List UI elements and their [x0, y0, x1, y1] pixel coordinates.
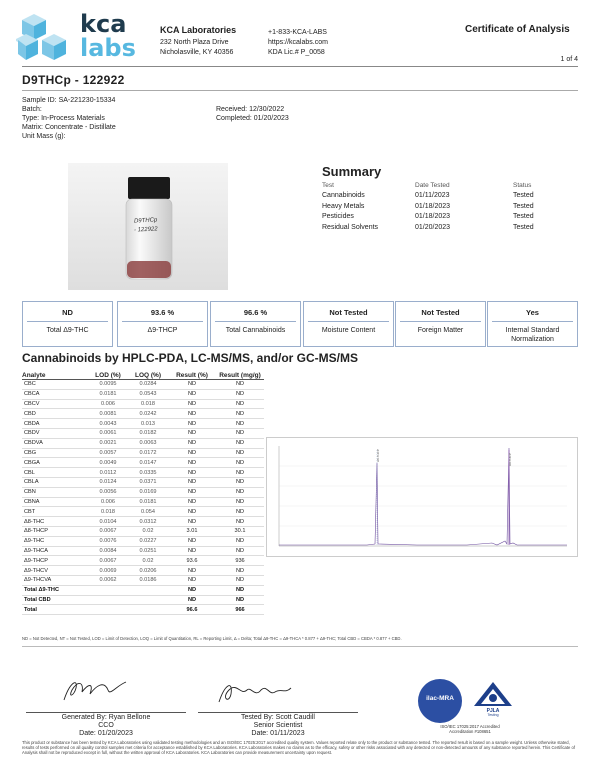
summary-status: Tested: [513, 202, 534, 210]
cell-result-mg: ND: [216, 517, 264, 527]
lab-address-2: Nicholasville, KY 40356: [160, 49, 234, 56]
cell-total-result-mg: ND: [216, 585, 264, 595]
cell-result-mg: 30.1: [216, 526, 264, 536]
summary-status: Tested: [513, 213, 534, 221]
lab-license: KDA Lic.# P_0058: [268, 49, 325, 56]
cell-analyte: Δ9-THCVA: [22, 575, 88, 585]
cell-lod: 0.0067: [88, 526, 128, 536]
result-box-value: 96.6 %: [243, 308, 268, 317]
cell-analyte: Δ9-THCA: [22, 546, 88, 556]
col-result-pct: Result (%): [176, 372, 208, 379]
table-row: [22, 419, 264, 429]
cell-result-pct: ND: [168, 389, 216, 399]
cell-lod: 0.0104: [88, 517, 128, 527]
completed-date: Completed: 01/20/2023: [216, 115, 289, 122]
cell-result-mg: ND: [216, 419, 264, 429]
total-row: [22, 585, 264, 595]
generated-by: Generated By: Ryan Bellone: [61, 714, 151, 721]
cell-loq: 0.0242: [128, 409, 168, 419]
cell-result-pct: ND: [168, 409, 216, 419]
table-row: [22, 536, 264, 546]
table-row: [22, 448, 264, 458]
received-date: Received: 12/30/2022: [216, 106, 285, 113]
cell-analyte: CBN: [22, 487, 88, 497]
cell-lod: 0.0043: [88, 419, 128, 429]
ilac-text: ilac-MRA: [426, 695, 454, 702]
cell-result-pct: ND: [168, 468, 216, 478]
result-box-value: ND: [62, 308, 73, 317]
cell-analyte: Δ9-THCV: [22, 566, 88, 576]
disclaimer: This product or substance has been tested by KCA Laboratories using validated testing methodologies and an ISO/IEC 17025:2017 accredited quality system. Values reported relate only to the product or substance tested. The reported result is based on a sample weight. Unless otherwise stated, results of tests performed on all quality control samples met criteria for acceptance established by KCA Laboratories. KCA Laboratories makes no claims as to the efficacy, safety or other risks associated with any detected or non-detected amounts of any substance reported herein. This Certificate of Analysis shall not be reproduced except in full, without the written approval of KCA Laboratories. KCA Laboratories can provide measurement uncertainty upon request.: [22, 740, 576, 755]
cell-analyte: CBT: [22, 507, 88, 517]
cannabinoids-header-row: [22, 372, 264, 380]
cell-result-mg: 936: [216, 556, 264, 566]
chroma-label-d8: Δ8-THCP: [376, 449, 380, 462]
table-row: [22, 526, 264, 536]
chromatogram-plot: [267, 438, 577, 556]
cell-result-pct: ND: [168, 546, 216, 556]
col-result-mg: Result (mg/g): [219, 372, 261, 379]
result-box: [117, 301, 208, 347]
cell-loq: 0.0169: [128, 487, 168, 497]
cell-blank: [88, 585, 128, 595]
cell-result-mg: ND: [216, 566, 264, 576]
result-box-label: Internal Standard Normalization: [505, 327, 560, 343]
summary-row: [322, 222, 563, 233]
cell-result-pct: ND: [168, 487, 216, 497]
cell-result-pct: ND: [168, 477, 216, 487]
result-box-label: Δ9-THCP: [147, 327, 178, 334]
cell-result-pct: ND: [168, 566, 216, 576]
cell-analyte: CBG: [22, 448, 88, 458]
total-row: [22, 595, 264, 605]
cell-result-mg: ND: [216, 428, 264, 438]
result-box: [210, 301, 301, 347]
cell-loq: 0.0371: [128, 477, 168, 487]
total-row: [22, 605, 264, 615]
cell-analyte: CBD: [22, 409, 88, 419]
table-row: [22, 468, 264, 478]
col-loq: LOQ (%): [135, 372, 161, 379]
cell-lod: 0.0021: [88, 438, 128, 448]
cell-analyte: Δ8-THC: [22, 517, 88, 527]
logo-kca: kca: [80, 10, 127, 38]
sample-batch: Batch:: [22, 106, 42, 113]
summary-col-date: Date Tested: [415, 181, 450, 189]
cannabinoids-table: [22, 372, 264, 615]
result-box-value: 93.6 %: [150, 308, 175, 317]
result-box-label: Moisture Content: [321, 327, 376, 334]
cell-total-result-pct: ND: [168, 595, 216, 605]
cell-result-mg: ND: [216, 536, 264, 546]
cell-lod: 0.006: [88, 399, 128, 409]
cell-loq: 0.0172: [128, 448, 168, 458]
vial-label-2: - 122922: [133, 226, 158, 234]
sample-title: D9THCp - 122922: [22, 73, 125, 87]
table-row: [22, 477, 264, 487]
cell-loq: 0.0063: [128, 438, 168, 448]
cell-lod: 0.0056: [88, 487, 128, 497]
cell-result-pct: ND: [168, 399, 216, 409]
cell-loq: 0.0181: [128, 497, 168, 507]
cell-lod: 0.0067: [88, 556, 128, 566]
cell-loq: 0.02: [128, 526, 168, 536]
cell-loq: 0.0312: [128, 517, 168, 527]
cell-blank: [128, 595, 168, 605]
cell-result-pct: 3.01: [168, 526, 216, 536]
table-row: [22, 556, 264, 566]
result-box-label: Total Δ9-THC: [46, 327, 89, 334]
cell-loq: 0.02: [128, 556, 168, 566]
cell-result-pct: ND: [168, 458, 216, 468]
tested-by: Tested By: Scott Caudill: [241, 714, 315, 721]
cell-analyte: CBGA: [22, 458, 88, 468]
sample-photo: [68, 163, 228, 290]
summary-col-status: Status: [513, 181, 532, 189]
pjla-text: PJLA: [486, 708, 500, 714]
cell-total-label: Total CBD: [22, 595, 88, 605]
doc-title: Certificate of Analysis: [465, 24, 570, 35]
cell-result-mg: ND: [216, 487, 264, 497]
generated-role: CCO: [98, 722, 114, 729]
cell-result-pct: ND: [168, 380, 216, 390]
table-row: [22, 507, 264, 517]
cell-result-mg: ND: [216, 507, 264, 517]
table-row: [22, 458, 264, 468]
table-row: [22, 428, 264, 438]
cell-lod: 0.0095: [88, 380, 128, 390]
cell-analyte: CBCA: [22, 389, 88, 399]
cell-blank: [128, 585, 168, 595]
summary-test: Cannabinoids: [322, 192, 365, 200]
cell-analyte: Δ9-THCP: [22, 556, 88, 566]
legend-note: ND = Not Detected, NT = Not Tested, LOD = Limit of Detection, LOQ = Limit of Quantitation, RL = Reporting Limit, Δ = Delta; Total Δ9-THC = Δ9-THCA * 0.877 + Δ9-THC; Total CBD = CBDA * 0.877 + CBD.: [22, 636, 402, 641]
table-row: [22, 438, 264, 448]
cell-analyte: CBC: [22, 380, 88, 390]
cell-analyte: CBDA: [22, 419, 88, 429]
cell-loq: 0.0147: [128, 458, 168, 468]
table-row: [22, 380, 264, 390]
company-logo: [16, 12, 146, 64]
cell-analyte: CBLA: [22, 477, 88, 487]
summary-test: Residual Solvents: [322, 223, 379, 231]
cell-lod: 0.0084: [88, 546, 128, 556]
summary-col-test: Test: [322, 181, 334, 189]
cell-blank: [88, 595, 128, 605]
summary-row: [322, 212, 563, 223]
generated-date: Date: 01/20/2023: [79, 730, 133, 737]
col-lod: LOD (%): [95, 372, 121, 379]
cell-lod: 0.0081: [88, 409, 128, 419]
col-analyte: Analyte: [22, 372, 46, 379]
sample-divider: [22, 90, 578, 91]
cell-result-mg: ND: [216, 575, 264, 585]
cell-result-pct: ND: [168, 497, 216, 507]
cell-result-mg: ND: [216, 458, 264, 468]
result-box: [395, 301, 486, 347]
cell-analyte: CBL: [22, 468, 88, 478]
summary-row: [322, 201, 563, 212]
cell-analyte: CBNA: [22, 497, 88, 507]
cell-result-mg: ND: [216, 477, 264, 487]
cell-result-mg: ND: [216, 438, 264, 448]
cell-result-pct: ND: [168, 517, 216, 527]
summary-date: 01/11/2023: [415, 192, 450, 200]
cell-lod: 0.0076: [88, 536, 128, 546]
cell-result-pct: ND: [168, 448, 216, 458]
sample-id: Sample ID: SA-221230-15334: [22, 97, 116, 104]
tested-date: Date: 01/11/2023: [251, 730, 305, 737]
cell-loq: 0.0335: [128, 468, 168, 478]
summary-test: Heavy Metals: [322, 202, 365, 210]
cell-lod: 0.0181: [88, 389, 128, 399]
cell-total-result-mg: 966: [216, 605, 264, 615]
chromatogram: [266, 437, 578, 557]
cell-blank: [88, 605, 128, 615]
cell-result-mg: ND: [216, 468, 264, 478]
page-number: 1 of 4: [560, 56, 578, 63]
table-row: [22, 566, 264, 576]
cell-analyte: CBDVA: [22, 438, 88, 448]
summary-row: [322, 191, 563, 202]
cell-lod: 0.0069: [88, 566, 128, 576]
summary-test: Pesticides: [322, 213, 354, 221]
cell-loq: 0.013: [128, 419, 168, 429]
cell-lod: 0.0057: [88, 448, 128, 458]
chroma-trace: [279, 448, 567, 545]
table-row: [22, 497, 264, 507]
lab-address-1: 232 North Plaza Drive: [160, 39, 229, 46]
signature-caudill: [215, 676, 295, 710]
cell-analyte: CBDV: [22, 428, 88, 438]
lab-website[interactable]: https://kcalabs.com: [268, 39, 328, 46]
logo-cubes-icon: [16, 12, 76, 64]
notes-divider: [22, 646, 578, 647]
table-row: [22, 517, 264, 527]
summary-status: Tested: [513, 192, 534, 200]
cell-loq: 0.054: [128, 507, 168, 517]
cell-analyte: Δ8-THCP: [22, 526, 88, 536]
vial-label-1: D9THCp: [133, 217, 158, 225]
table-row: [22, 575, 264, 585]
cell-result-mg: ND: [216, 409, 264, 419]
pjla-logo-icon: [472, 680, 514, 708]
summary-header-row: [322, 180, 563, 191]
result-box-value: Yes: [526, 308, 539, 317]
cell-result-pct: ND: [168, 428, 216, 438]
table-row: [22, 389, 264, 399]
sample-unit-mass: Unit Mass (g):: [22, 133, 66, 140]
tested-role: Senior Scientist: [253, 722, 303, 729]
cell-total-label: Total Δ9-THC: [22, 585, 88, 595]
result-box: [22, 301, 113, 347]
ilac-logo: [418, 679, 462, 723]
result-box-value: Not Tested: [421, 308, 460, 317]
cell-loq: 0.0543: [128, 389, 168, 399]
summary-date: 01/20/2023: [415, 223, 451, 231]
cell-loq: 0.0182: [128, 428, 168, 438]
cell-lod: 0.006: [88, 497, 128, 507]
lab-name: KCA Laboratories: [160, 25, 237, 35]
logo-labs: labs: [80, 34, 136, 62]
cell-result-pct: ND: [168, 438, 216, 448]
result-box-label: Foreign Matter: [417, 327, 464, 334]
cell-loq: 0.0227: [128, 536, 168, 546]
header-divider: [22, 66, 578, 67]
iso-accreditation: ISO/IEC 17025:2017 Accredited: [440, 724, 500, 729]
result-box: [303, 301, 394, 347]
cell-result-pct: 93.6: [168, 556, 216, 566]
cell-lod: 0.0124: [88, 477, 128, 487]
result-box-value: Not Tested: [329, 308, 368, 317]
cell-lod: 0.0112: [88, 468, 128, 478]
cell-total-label: Total: [22, 605, 88, 615]
cell-result-pct: ND: [168, 419, 216, 429]
cell-lod: 0.0061: [88, 428, 128, 438]
cell-result-pct: ND: [168, 507, 216, 517]
cell-result-mg: ND: [216, 448, 264, 458]
cell-total-result-pct: ND: [168, 585, 216, 595]
table-row: [22, 399, 264, 409]
result-box: [487, 301, 578, 347]
cell-loq: 0.0251: [128, 546, 168, 556]
cell-total-result-mg: ND: [216, 595, 264, 605]
accreditation-number: Accreditation #108651: [449, 729, 491, 734]
summary-title: Summary: [322, 164, 382, 179]
cell-result-mg: ND: [216, 389, 264, 399]
cell-total-result-pct: 96.6: [168, 605, 216, 615]
table-row: [22, 487, 264, 497]
table-row: [22, 409, 264, 419]
sample-matrix: Matrix: Concentrate - Distillate: [22, 124, 116, 131]
cell-analyte: Δ9-THC: [22, 536, 88, 546]
cell-lod: 0.0062: [88, 575, 128, 585]
cell-loq: 0.0206: [128, 566, 168, 576]
cell-lod: 0.0049: [88, 458, 128, 468]
result-box-label: Total Cannabinoids: [225, 327, 286, 334]
cell-result-pct: ND: [168, 536, 216, 546]
cell-result-mg: ND: [216, 546, 264, 556]
summary-date: 01/18/2023: [415, 202, 451, 210]
cell-loq: 0.0186: [128, 575, 168, 585]
summary-table: [322, 180, 563, 233]
cell-result-mg: ND: [216, 399, 264, 409]
cannabinoids-title: Cannabinoids by HPLC-PDA, LC-MS/MS, and/or GC-MS/MS: [22, 351, 358, 365]
cell-loq: 0.0284: [128, 380, 168, 390]
summary-date: 01/18/2023: [415, 213, 451, 221]
cell-loq: 0.018: [128, 399, 168, 409]
lab-phone: +1-833-KCA-LABS: [268, 29, 327, 36]
cell-analyte: CBCV: [22, 399, 88, 409]
signature-bellone: [60, 672, 130, 708]
summary-status: Tested: [513, 223, 534, 231]
cell-result-pct: ND: [168, 575, 216, 585]
sample-type: Type: In-Process Materials: [22, 115, 105, 122]
chroma-label-d9: Δ9-THCP: [508, 453, 512, 466]
pjla-sub: Testing: [487, 713, 499, 717]
table-row: [22, 546, 264, 556]
cell-result-mg: ND: [216, 380, 264, 390]
cell-result-mg: ND: [216, 497, 264, 507]
cell-blank: [128, 605, 168, 615]
cell-lod: 0.018: [88, 507, 128, 517]
